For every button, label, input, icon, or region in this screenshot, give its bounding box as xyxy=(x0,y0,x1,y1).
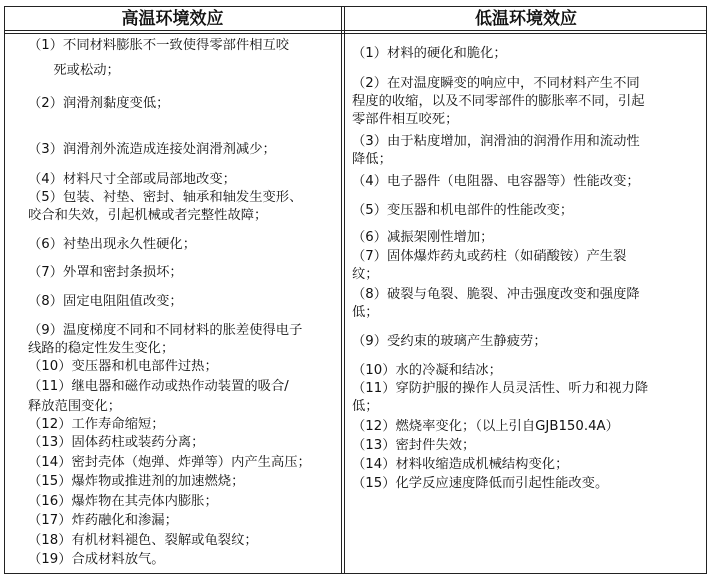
high-temp-line: 释放范围变化； xyxy=(28,399,122,414)
low-temp-line: 低； xyxy=(352,399,379,414)
low-temp-line: （10）水的冷凝和结冰； xyxy=(352,363,502,378)
high-temp-line: 咬合和失效，引起机械或者完整性故障； xyxy=(28,208,268,223)
low-temp-line: 纹； xyxy=(352,267,379,282)
low-temp-line: （11）穿防护服的操作人员灵活性、听力和视力降 xyxy=(352,381,649,396)
low-temp-line: （5）变压器和机电部件的性能改变； xyxy=(352,203,574,218)
low-temp-line: 程度的收缩，以及不同零部件的膨胀率不同，引起 xyxy=(352,94,645,109)
low-temp-line: （4）电子器件（电阻器、电容器等）性能改变； xyxy=(352,174,640,189)
low-temp-line: （3）由于粘度增加，润滑油的润滑作用和流动性 xyxy=(352,134,640,149)
high-temp-line: （18）有机材料褪色、裂解或龟裂纹； xyxy=(28,533,258,548)
low-temp-line: （9）受约束的玻璃产生静疲劳； xyxy=(352,334,547,349)
high-temp-line: （1）不同材料膨胀不一致使得零部件相互咬 xyxy=(28,38,290,53)
high-temp-line: （6）衬垫出现永久性硬化； xyxy=(28,237,197,252)
high-temp-line: （11）继电器和磁作动或热作动装置的吸合/ xyxy=(28,379,289,394)
high-temp-line: （8）固定电阻阻值改变； xyxy=(28,294,183,309)
high-temp-line: （13）固体药柱或装药分离； xyxy=(28,435,205,450)
high-temp-line: （9）温度梯度不同和不同材料的胀差使得电子 xyxy=(28,323,303,338)
low-temp-line: （6）减振架刚性增加； xyxy=(352,230,494,245)
high-temp-line: （3）润滑剂外流造成连接处润滑剂减少； xyxy=(28,142,276,157)
high-temp-line: （17）炸药融化和渗漏； xyxy=(28,513,178,528)
high-temp-line: （10）变压器和机电部件过热； xyxy=(28,359,218,374)
high-temp-line: 死或松动； xyxy=(28,63,120,78)
low-temp-line: 零部件相互咬死； xyxy=(352,112,459,127)
high-temp-line: （12）工作寿命缩短； xyxy=(28,417,165,432)
high-temp-line: （16）爆炸物在其壳体内膨胀； xyxy=(28,494,218,509)
low-temp-line: 降低； xyxy=(352,152,392,167)
low-temp-line: （2）在对温度瞬变的响应中，不同材料产生不同 xyxy=(352,76,640,91)
high-temp-line: （4）材料尺寸全部或局部地改变； xyxy=(28,172,236,187)
high-temp-line: （19）合成材料放气。 xyxy=(28,552,165,567)
low-temp-line: 低； xyxy=(352,305,379,320)
high-temp-line: （15）爆炸物或推进剂的加速燃烧； xyxy=(28,474,245,489)
high-temp-line: （14）密封壳体（炮弹、炸弹等）内产生高压； xyxy=(28,455,311,470)
low-temp-line: （12）燃烧率变化；（以上引自GJB150.4A） xyxy=(352,419,619,434)
high-temp-line: 线路的稳定性发生变化； xyxy=(28,341,175,356)
column-divider xyxy=(341,6,345,574)
high-temp-line: （2）润滑剂黏度变低； xyxy=(28,96,170,111)
low-temp-line: （7）固体爆炸药丸或药柱（如硝酸铵）产生裂 xyxy=(352,249,627,264)
high-temp-line: （5）包装、衬垫、密封、轴承和轴发生变形、 xyxy=(28,190,303,205)
high-temp-line: （7）外罩和密封条损坏； xyxy=(28,265,183,280)
low-temp-line: （15）化学反应速度降低而引起性能改变。 xyxy=(352,476,609,491)
low-temp-line: （8）破裂与龟裂、脆裂、冲击强度改变和强度降 xyxy=(352,287,640,302)
header-low-temp: 低温环境效应 xyxy=(475,9,577,29)
low-temp-line: （1）材料的硬化和脆化； xyxy=(352,46,507,61)
low-temp-line: （14）材料收缩造成机械结构变化； xyxy=(352,457,569,472)
header-high-temp: 高温环境效应 xyxy=(121,9,224,29)
low-temp-line: （13）密封件失效； xyxy=(352,438,476,453)
